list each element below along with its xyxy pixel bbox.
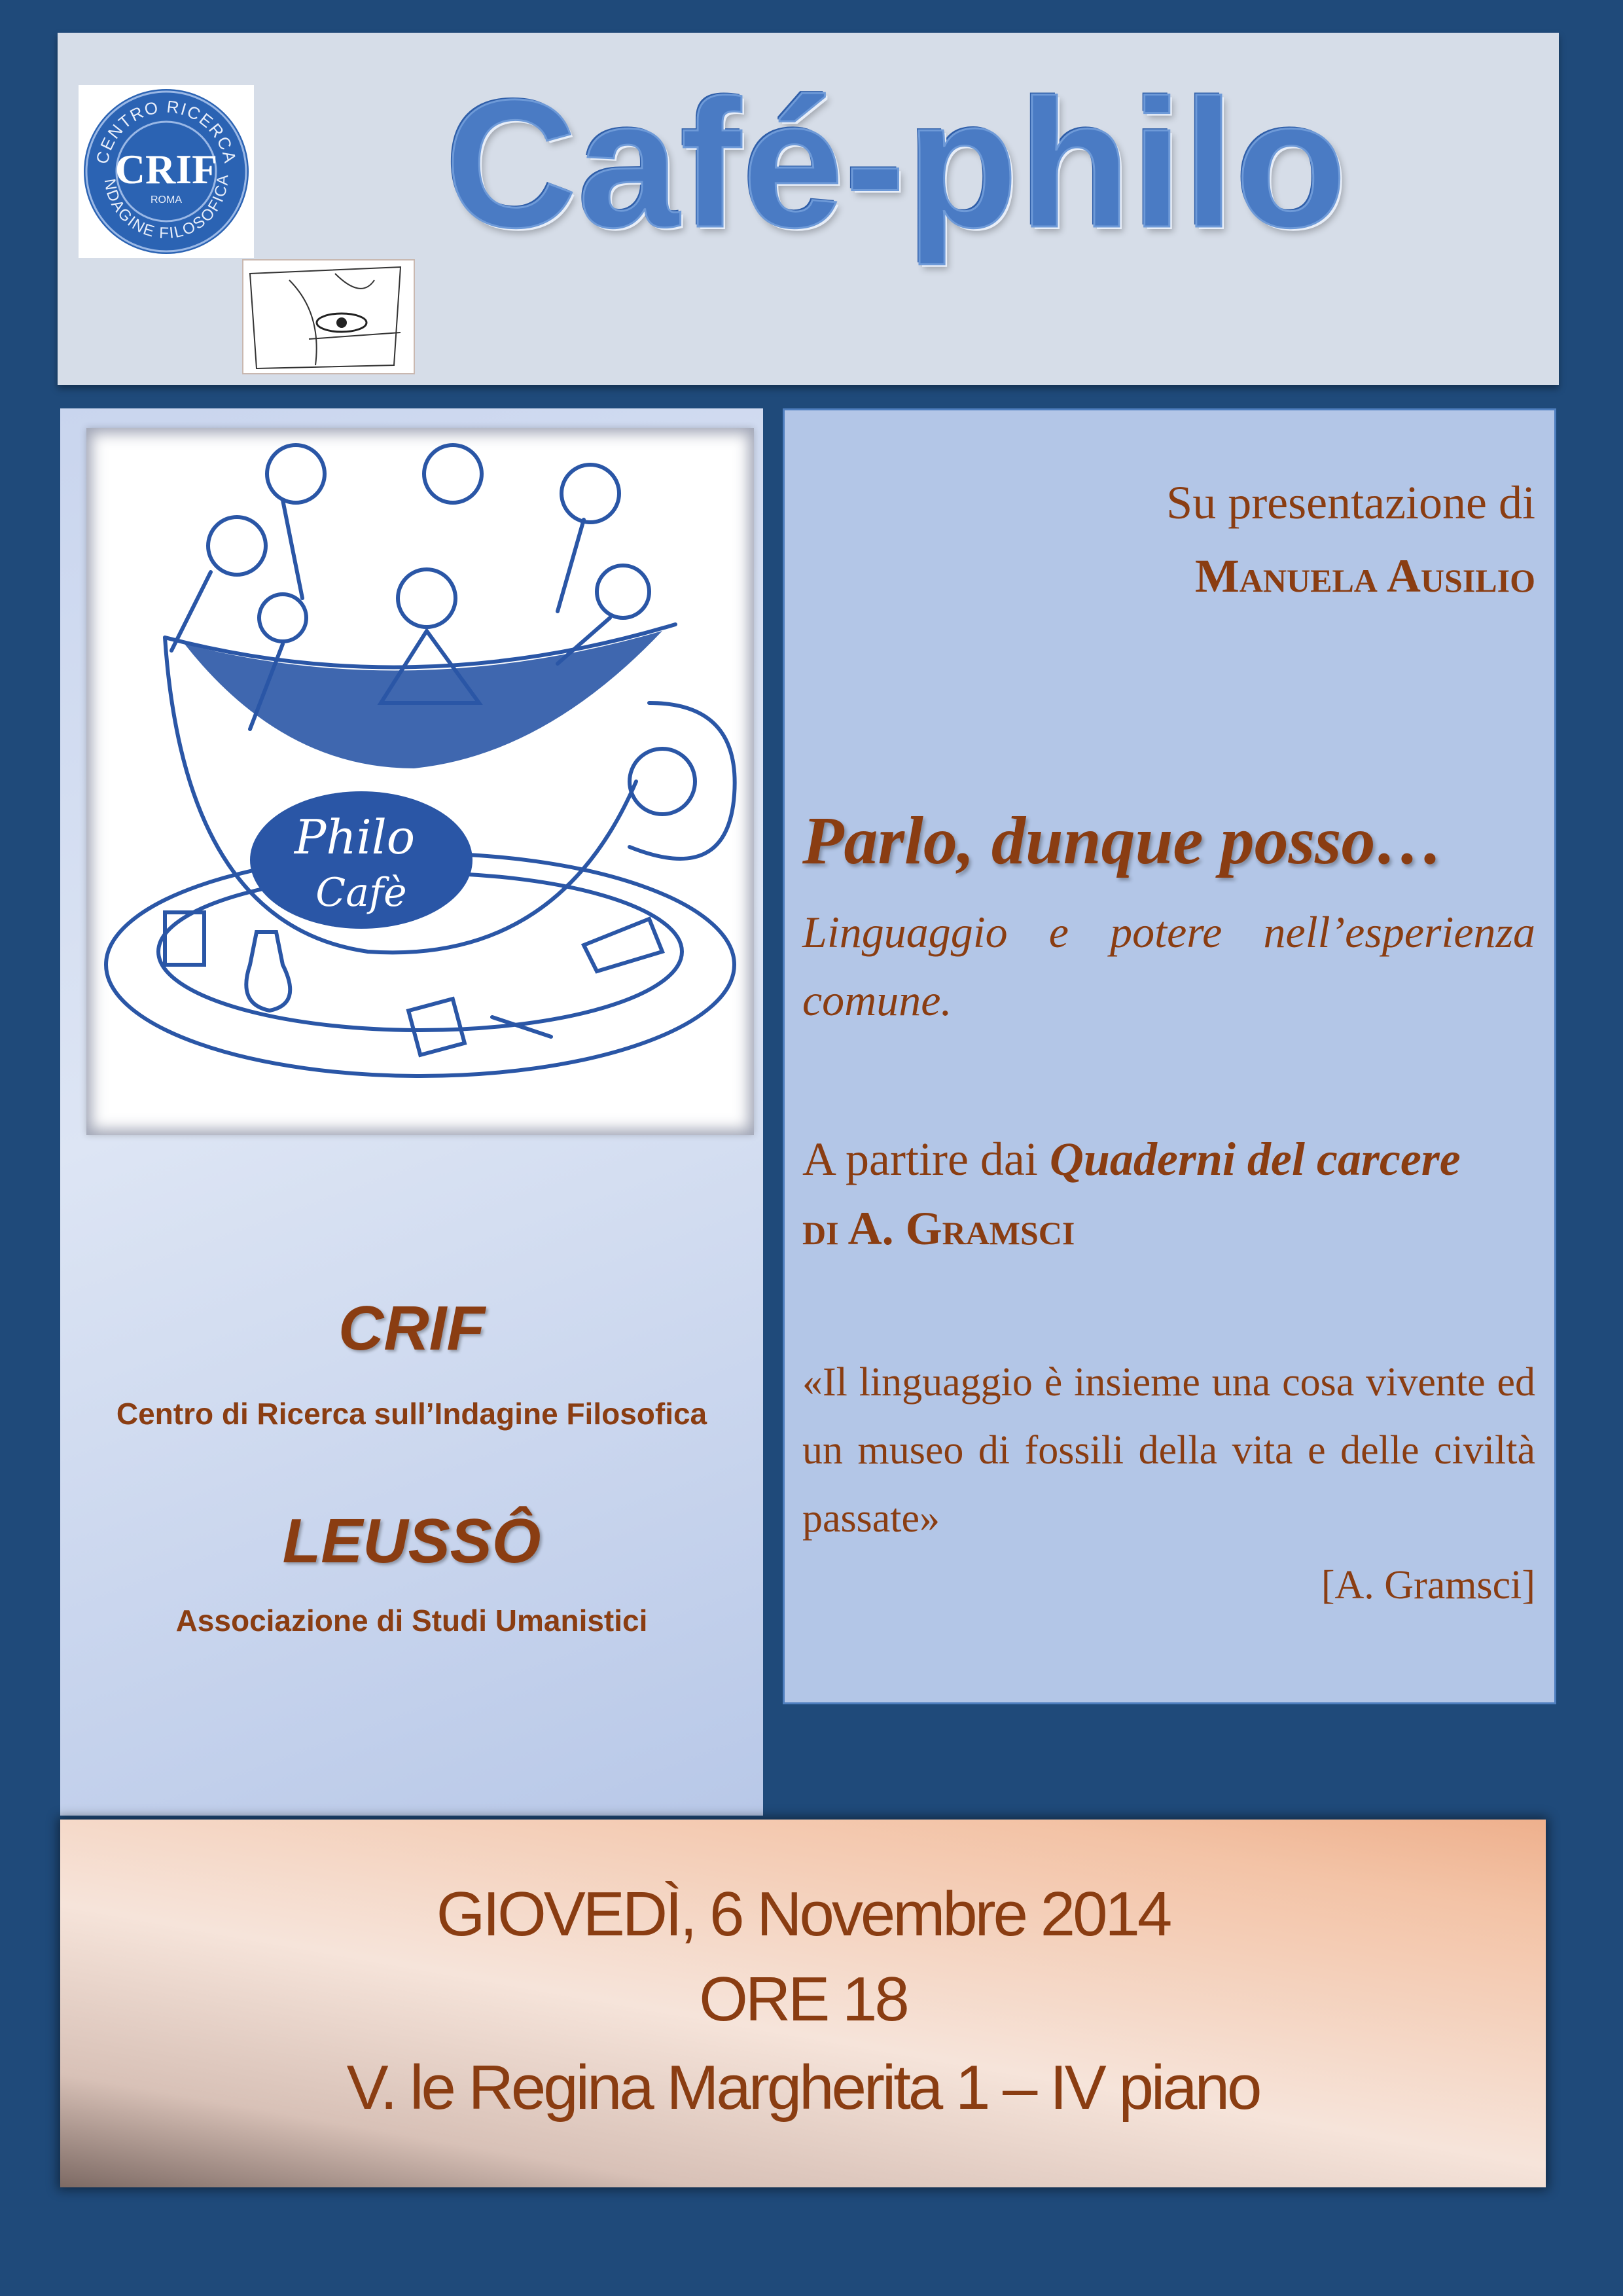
event-date: GIOVEDÌ, 6 Novembre 2014 bbox=[436, 1879, 1170, 1949]
org-leusso-description: Associazione di Studi Umanistici bbox=[175, 1604, 648, 1638]
logo-initials: CRIF bbox=[115, 146, 218, 192]
cup-text-philo: Philo bbox=[294, 810, 416, 865]
eye-sketch-image bbox=[242, 259, 415, 374]
source-reference bbox=[802, 1124, 1535, 1268]
org-crif-description: Centro di Ricerca sull’Indagine Filosofica bbox=[116, 1397, 707, 1431]
logo-bottom-text: NDAGINE FILOSOFICA bbox=[100, 173, 232, 243]
cup-text-cafe: Cafè bbox=[315, 870, 407, 916]
source-author: di A. Gramsci bbox=[802, 1202, 1075, 1255]
event-title: Parlo, dunque posso… bbox=[802, 803, 1444, 878]
quote-text: «Il linguaggio è insieme una cosa vivente ed un museo di fossili della vita e delle civiltà passate» bbox=[802, 1360, 1535, 1541]
source-prefix: A partire dai bbox=[802, 1133, 1038, 1185]
event-time: ORE 18 bbox=[699, 1964, 907, 2034]
event-subtitle: Linguaggio e potere nell’esperienza comune. bbox=[802, 907, 1535, 1025]
event-address: V. le Regina Margherita 1 – IV piano bbox=[346, 2053, 1260, 2123]
org-leusso-name: LEUSSÔ bbox=[282, 1506, 541, 1576]
page-title: Café-philo bbox=[445, 62, 1348, 265]
logo-city: ROMA bbox=[151, 194, 182, 206]
presenter-name: Manuela Ausilio bbox=[1194, 550, 1535, 602]
coffee-cup-illustration bbox=[86, 428, 754, 1135]
source-work-title: Quaderni del carcere bbox=[1049, 1133, 1461, 1185]
presented-by-label: Su presentazione di bbox=[1166, 476, 1535, 529]
logo-top-text: CENTRO RICERCA bbox=[92, 96, 241, 166]
quote-author: [A. Gramsci] bbox=[1321, 1563, 1535, 1607]
crif-logo bbox=[79, 85, 254, 258]
org-crif-name: CRIF bbox=[338, 1293, 485, 1363]
